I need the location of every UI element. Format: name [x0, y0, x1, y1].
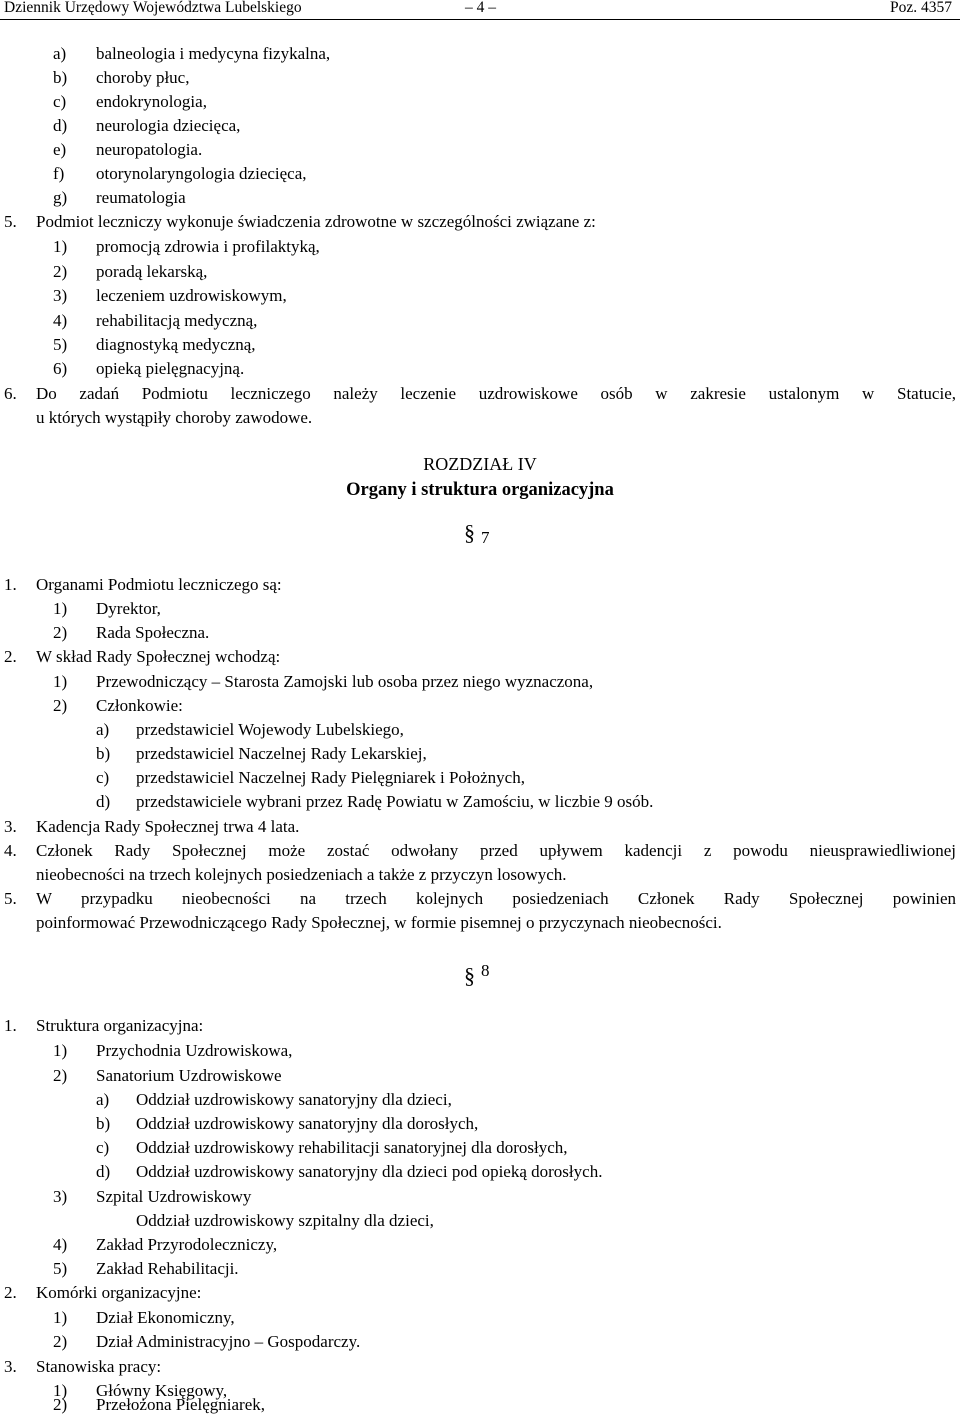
s7-paragraph-3: 3. Kadencja Rady Społecznej trwa 4 lata.: [4, 817, 300, 836]
list-item: d) neurologia dziecięca,: [53, 116, 241, 135]
list-item: c) endokrynologia,: [53, 92, 207, 111]
list-item: Oddział uzdrowiskowy szpitalny dla dzieci,: [136, 1211, 434, 1230]
list-item: 3) Szpital Uzdrowiskowy: [53, 1187, 252, 1206]
section-sign-8: §: [464, 963, 475, 988]
list-item: 2) poradą lekarską,: [53, 262, 208, 281]
page-number: – 4 –: [465, 0, 496, 16]
list-item: a) przedstawiciel Wojewody Lubelskiego,: [96, 720, 404, 739]
list-item: 2) Członkowie:: [53, 696, 183, 715]
list-item: 6) opieką pielęgnacyjną.: [53, 359, 245, 378]
list-item: 5) Zakład Rehabilitacji.: [53, 1259, 239, 1278]
s8-paragraph-3: 3. Stanowiska pracy:: [4, 1357, 162, 1376]
list-item: 2) Rada Społeczna.: [53, 623, 210, 642]
s7-paragraph-1: 1. Organami Podmiotu leczniczego są:: [4, 575, 282, 594]
list-item: d) przedstawiciele wybrani przez Radę Powiatu w Zamościu, w liczbie 9 osób.: [96, 792, 654, 811]
s7-paragraph-4-continued: nieobecności na trzech kolejnych posiedzeniach a także z przyczyn losowych.: [36, 865, 567, 884]
list-item: 4) rehabilitacją medyczną,: [53, 311, 258, 330]
section-number-8: 8: [481, 961, 490, 980]
paragraph-5: 5. Podmiot leczniczy wykonuje świadczenia zdrowotne w szczególności związane z:: [4, 212, 596, 231]
s8-paragraph-2: 2. Komórki organizacyjne:: [4, 1283, 202, 1302]
list-item: 2) Przełożona Pielęgniarek,: [53, 1395, 265, 1414]
list-item: 1) Przychodnia Uzdrowiskowa,: [53, 1041, 293, 1060]
list-item: f) otorynolaryngologia dziecięca,: [53, 164, 307, 183]
list-item: a) balneologia i medycyna fizykalna,: [53, 44, 331, 63]
list-item: c) Oddział uzdrowiskowy rehabilitacji sanatoryjnej dla dorosłych,: [96, 1138, 568, 1157]
list-item: b) Oddział uzdrowiskowy sanatoryjny dla dorosłych,: [96, 1114, 479, 1133]
list-item: a) Oddział uzdrowiskowy sanatoryjny dla dzieci,: [96, 1090, 452, 1109]
paragraph-6-continued: u których wystąpiły choroby zawodowe.: [36, 408, 313, 427]
section-number-7: 7: [481, 528, 490, 547]
list-item: 1) Dział Ekonomiczny,: [53, 1308, 235, 1327]
list-item: 3) leczeniem uzdrowiskowym,: [53, 286, 287, 305]
s7-paragraph-2: 2. W skład Rady Społecznej wchodzą:: [4, 647, 281, 666]
list-item: 1) Dyrektor,: [53, 599, 161, 618]
list-item: e) neuropatologia.: [53, 140, 203, 159]
list-item: c) przedstawiciel Naczelnej Rady Pielęgniarek i Położnych,: [96, 768, 525, 787]
journal-name: Dziennik Urzędowy Województwa Lubelskiego: [4, 0, 302, 16]
list-item: b) przedstawiciel Naczelnej Rady Lekarskiej,: [96, 744, 427, 763]
list-item: b) choroby płuc,: [53, 68, 190, 87]
header-rule: [0, 19, 960, 20]
list-item: 5) diagnostyką medyczną,: [53, 335, 256, 354]
page-header: [0, 0, 960, 18]
list-item: g) reumatologia: [53, 188, 186, 207]
list-item: 1) Główny Księgowy,: [53, 1381, 228, 1400]
position-number: Poz. 4357: [890, 0, 952, 16]
s7-paragraph-5-continued: poinformować Przewodniczącego Rady Społecznej, w formie pisemnej o przyczynach nieobecności.: [36, 913, 722, 932]
s8-paragraph-1: 1. Struktura organizacyjna:: [4, 1016, 204, 1035]
list-item: 4) Zakład Przyrodoleczniczy,: [53, 1235, 278, 1254]
list-item: 2) Sanatorium Uzdrowiskowe: [53, 1066, 282, 1085]
section-sign-7: §: [464, 520, 475, 545]
chapter-title: Organy i struktura organizacyjna: [346, 480, 614, 500]
list-item: 1) promocją zdrowia i profilaktyką,: [53, 237, 320, 256]
chapter-number: ROZDZIAŁ IV: [423, 454, 537, 474]
list-item: 2) Dział Administracyjno – Gospodarczy.: [53, 1332, 361, 1351]
list-item: d) Oddział uzdrowiskowy sanatoryjny dla dzieci pod opieką dorosłych.: [96, 1162, 603, 1181]
list-item: 1) Przewodniczący – Starosta Zamojski lub osoba przez niego wyznaczona,: [53, 672, 594, 691]
